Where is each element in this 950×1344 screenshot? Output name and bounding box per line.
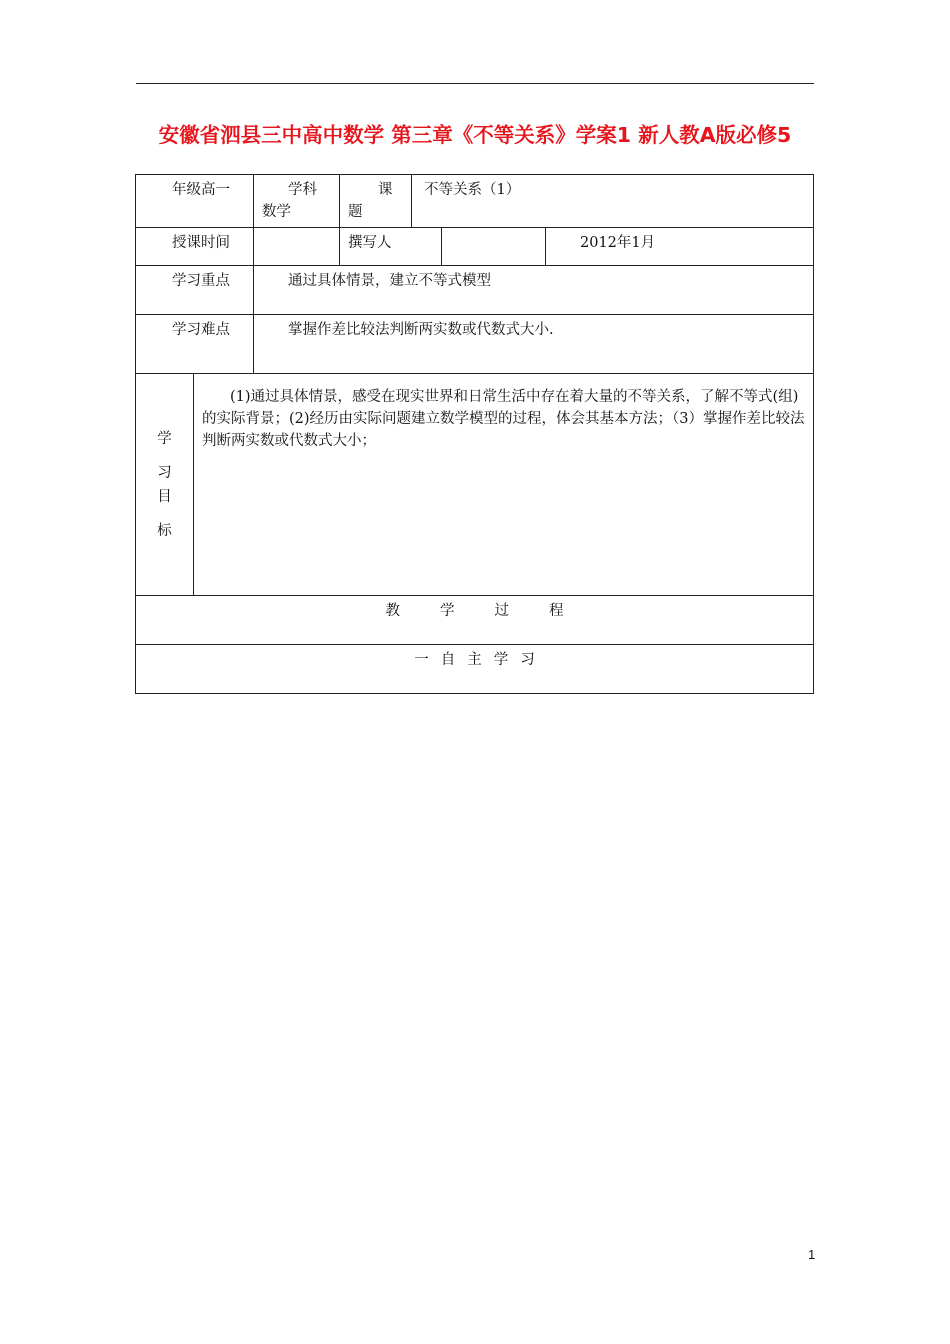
grade-label: 年级高一 xyxy=(172,182,230,198)
topic-value: 不等关系（1） xyxy=(424,182,521,198)
lesson-plan-table xyxy=(135,174,814,694)
info-row-2 xyxy=(136,228,814,266)
grade-cell xyxy=(136,175,254,228)
focus-label-cell xyxy=(136,266,254,315)
focus-row xyxy=(136,266,814,315)
difficulty-value-cell xyxy=(254,315,814,374)
subject-label: 学科 xyxy=(288,182,317,198)
author-value-cell xyxy=(442,228,546,266)
difficulty-label-cell xyxy=(136,315,254,374)
section-heading-row xyxy=(136,645,814,694)
author-label: 撰写人 xyxy=(348,235,392,251)
objectives-label-char: 习 xyxy=(157,464,172,481)
time-label: 授课时间 xyxy=(172,235,230,251)
topic-label-cell xyxy=(340,175,412,228)
difficulty-value: 掌握作差比较法判断两实数或代数式大小. xyxy=(288,322,554,338)
difficulty-label: 学习难点 xyxy=(172,322,230,338)
time-value-cell xyxy=(254,228,340,266)
info-row-1 xyxy=(136,175,814,228)
objectives-label-char: 标 xyxy=(157,522,172,539)
subject-cell xyxy=(254,175,340,228)
process-heading-cell xyxy=(136,596,814,645)
objectives-label-cell xyxy=(136,374,194,596)
topic-label-top: 课 xyxy=(378,182,393,198)
process-heading-row xyxy=(136,596,814,645)
time-label-cell xyxy=(136,228,254,266)
focus-value: 通过具体情景，建立不等式模型 xyxy=(288,273,491,289)
header-rule xyxy=(136,83,814,84)
objectives-text-cell xyxy=(194,374,814,596)
page-number: 1 xyxy=(808,1247,816,1262)
section-heading-cell xyxy=(136,645,814,694)
document-title: 安徽省泗县三中高中数学 第三章《不等关系》学案1 新人教A版必修5 xyxy=(158,123,792,147)
section-heading: 一自主学习 xyxy=(414,652,547,668)
subject-value: 数学 xyxy=(262,204,291,220)
objectives-label-char: 学 xyxy=(157,430,172,447)
author-label-cell xyxy=(340,228,442,266)
date-cell xyxy=(546,228,814,266)
focus-value-cell xyxy=(254,266,814,315)
objectives-text: (1)通过具体情景，感受在现实世界和日常生活中存在着大量的不等关系，了解不等式(组)的实际背景；(2)经历由实际问题建立数学模型的过程，体会其基本方法；（3）掌握作差比较法判断两实数或代数式大小； xyxy=(202,389,805,449)
process-heading: 教学过程 xyxy=(385,603,604,619)
focus-label: 学习重点 xyxy=(172,273,230,289)
date-value: 2012年1月 xyxy=(580,235,656,251)
difficulty-row xyxy=(136,315,814,374)
objectives-row xyxy=(136,374,814,596)
topic-value-cell xyxy=(412,175,814,228)
objectives-label-char: 目 xyxy=(157,488,172,505)
topic-label-bottom: 题 xyxy=(348,204,363,220)
